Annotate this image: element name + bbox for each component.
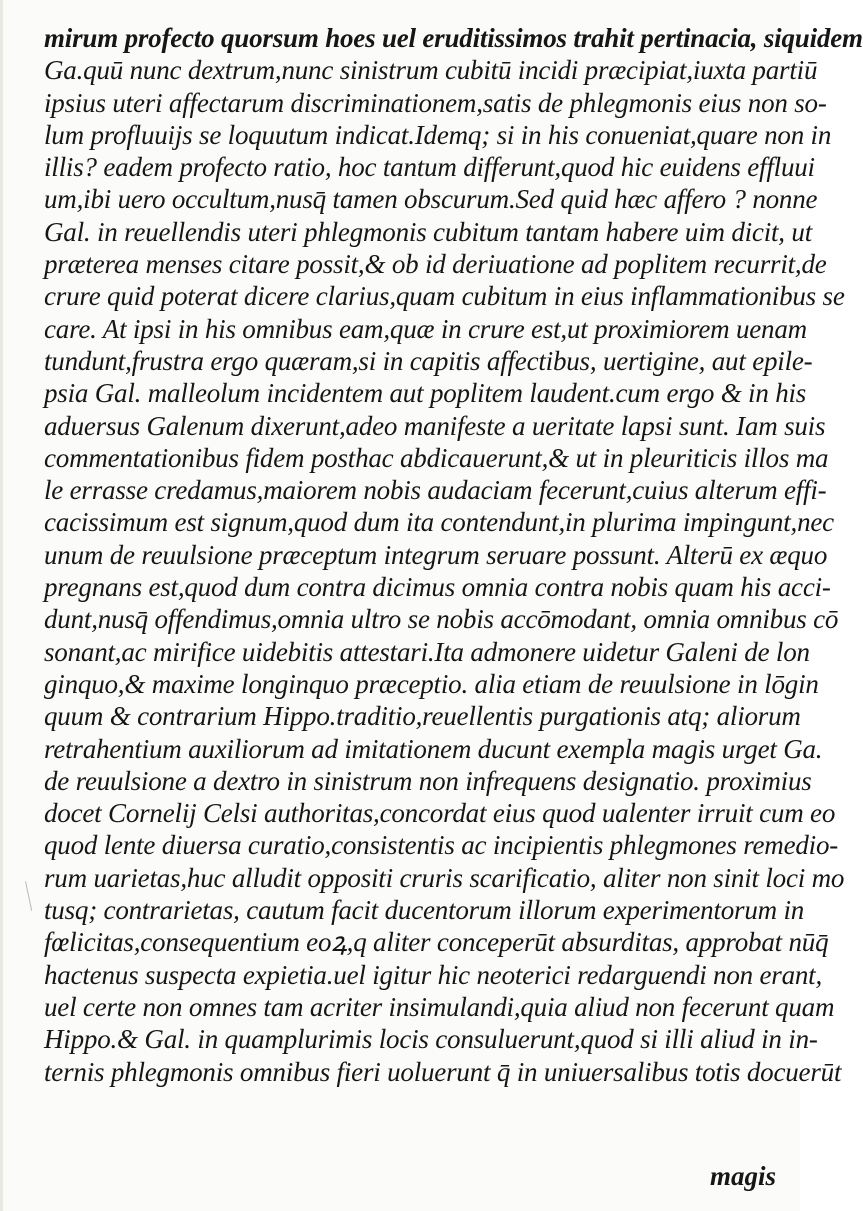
text-line: crure quid poterat dicere clarius,quam cubitum in eius inflammationibus se (44, 281, 845, 312)
text-line: retrahentium auxiliorum ad imitationem ducunt exempla magis urget Ga. (44, 733, 823, 764)
text-line: fœlicitas,consequentium eoꝝ,q aliter conceperūt absurditas, approbat nūq̄ (44, 927, 829, 958)
latin-text-block (44, 22, 863, 1088)
text-line: le errasse credamus,maiorem nobis audaciam fecerunt,cuius alterum effi- (44, 475, 827, 506)
text-line: lum profluuijs se loquutum indicat.Idemq; si in his conueniat,quare non in (44, 119, 832, 150)
text-line: tundunt,frustra ergo quæram,si in capitis affectibus, uertigine, aut epile- (44, 345, 813, 376)
text-line: illis? eadem profecto ratio, hoc tantum differunt,quod hic euidens effluui (44, 152, 815, 183)
text-line: psia Gal. malleolum incidentem aut poplitem laudent.cum ergo & in his (44, 378, 807, 409)
text-line: cacissimum est signum,quod dum ita contendunt,in plurima impingunt,nec (44, 507, 834, 538)
text-line: ginquo,& maxime longinquo præceptio. alia etiam de reuulsione in lōgin (44, 668, 819, 699)
text-line: quod lente diuersa curatio,consistentis ac incipientis phlegmones remedio- (44, 830, 839, 861)
text-line: quum & contrarium Hippo.traditio,reuellentis purgationis atq; aliorum (44, 701, 801, 732)
text-line: hactenus suspecta expietia.uel igitur hic neoterici redarguendi non erant, (44, 959, 823, 990)
catchword: magis (709, 1161, 776, 1191)
text-line: aduersus Galenum dixerunt,adeo manifeste a ueritate lapsi sunt. Iam suis (44, 410, 826, 441)
text-line: care. At ipsi in his omnibus eam,quæ in crure est,ut proximiorem uenam (44, 313, 807, 344)
text-line: de reuulsione a dextro in sinistrum non infrequens designatio. proximius (44, 765, 812, 796)
text-line: tusq; contrarietas, cautum facit ducentorum illorum experimentorum in (44, 895, 805, 926)
text-line: mirum profecto quorsum hoes uel eruditissimos trahit pertinacia, siquidem (44, 23, 863, 53)
text-line: Ga.quū nunc dextrum,nunc sinistrum cubitū incidi præcipiat,iuxta partiū (44, 55, 818, 86)
text-line: unum de reuulsione præceptum integrum seruare possunt. Alterū ex æquo (44, 539, 828, 570)
text-line: præterea menses citare possit,& ob id deriuatione ad poplitem recurrit,de (44, 249, 827, 280)
text-line: rum uarietas,huc alludit oppositi cruris scarificatio, aliter non sinit loci mo (44, 862, 845, 893)
text-line: sonant,ac mirifice uidebitis attestari.Ita admonere uidetur Galeni de lon (44, 636, 810, 667)
text-line: uel certe non omnes tam acriter insimulandi,quia aliud non fecerunt quam (44, 991, 835, 1022)
text-line: dunt,nusq̄ offendimus,omnia ultro se nobis accōmodant, omnia omnibus cō (44, 604, 839, 635)
text-line: commentationibus fidem posthac abdicauerunt,& ut in pleuriticis illos ma (44, 442, 829, 473)
text-line: Hippo.& Gal. in quamplurimis locis consuluerunt,quod si illi aliud in in- (44, 1024, 818, 1055)
text-line: ternis phlegmonis omnibus fieri uoluerunt q̄ in uniuersalibus totis docuerūt (44, 1056, 842, 1087)
text-line: pregnans est,quod dum contra dicimus omnia contra nobis quam his acci- (44, 572, 831, 603)
page-edge-shadow (0, 0, 3, 1211)
text-line: Gal. in reuellendis uteri phlegmonis cubitum tantam habere uim dicit, ut (44, 216, 813, 247)
text-line: um,ibi uero occultum,nusq̄ tamen obscurum.Sed quid hæc affero ? nonne (44, 184, 818, 215)
margin-mark (25, 879, 42, 911)
text-line: docet Cornelij Celsi authoritas,concordat eius quod ualenter irruit cum eo (44, 798, 836, 829)
text-line: ipsius uteri affectarum discriminationem,satis de phlegmonis eius non so- (44, 87, 827, 118)
